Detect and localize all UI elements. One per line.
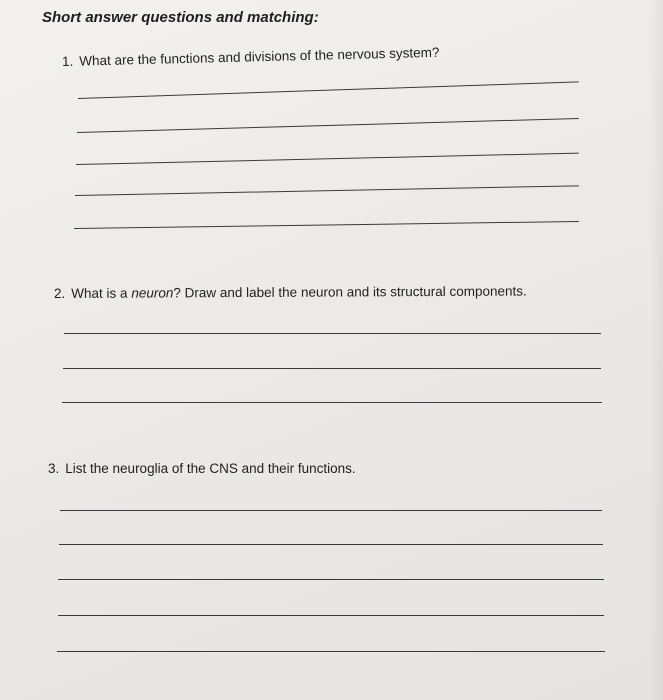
answer-line[interactable] xyxy=(75,185,579,196)
question-1 xyxy=(62,45,440,69)
answer-line[interactable] xyxy=(58,615,604,616)
question-2 xyxy=(54,284,527,301)
question-2-number: 2. xyxy=(53,285,66,301)
answer-line[interactable] xyxy=(60,510,602,511)
question-3-text: List the neuroglia of the CNS and their functions. xyxy=(65,461,356,476)
answer-line[interactable] xyxy=(58,579,604,580)
answer-line[interactable] xyxy=(57,651,605,652)
question-1-number: 1. xyxy=(61,53,74,69)
question-2-text-start: What is a xyxy=(71,285,132,301)
question-3-number: 3. xyxy=(48,461,60,476)
question-3 xyxy=(48,461,356,476)
page-edge-shadow xyxy=(649,0,663,700)
question-2-emphasis: neuron xyxy=(131,285,174,301)
answer-line[interactable] xyxy=(62,402,602,403)
answer-line[interactable] xyxy=(63,368,601,369)
question-1-text: What are the functions and divisions of the nervous system? xyxy=(79,44,440,69)
answer-line[interactable] xyxy=(64,333,601,334)
answer-line[interactable] xyxy=(59,544,603,545)
question-2-text-end: ? Draw and label the neuron and its structural components. xyxy=(173,283,527,301)
section-heading: Short answer questions and matching: xyxy=(42,9,319,26)
answer-line[interactable] xyxy=(78,81,579,99)
answer-line[interactable] xyxy=(77,118,579,133)
answer-line[interactable] xyxy=(74,221,579,229)
answer-line[interactable] xyxy=(76,153,579,165)
